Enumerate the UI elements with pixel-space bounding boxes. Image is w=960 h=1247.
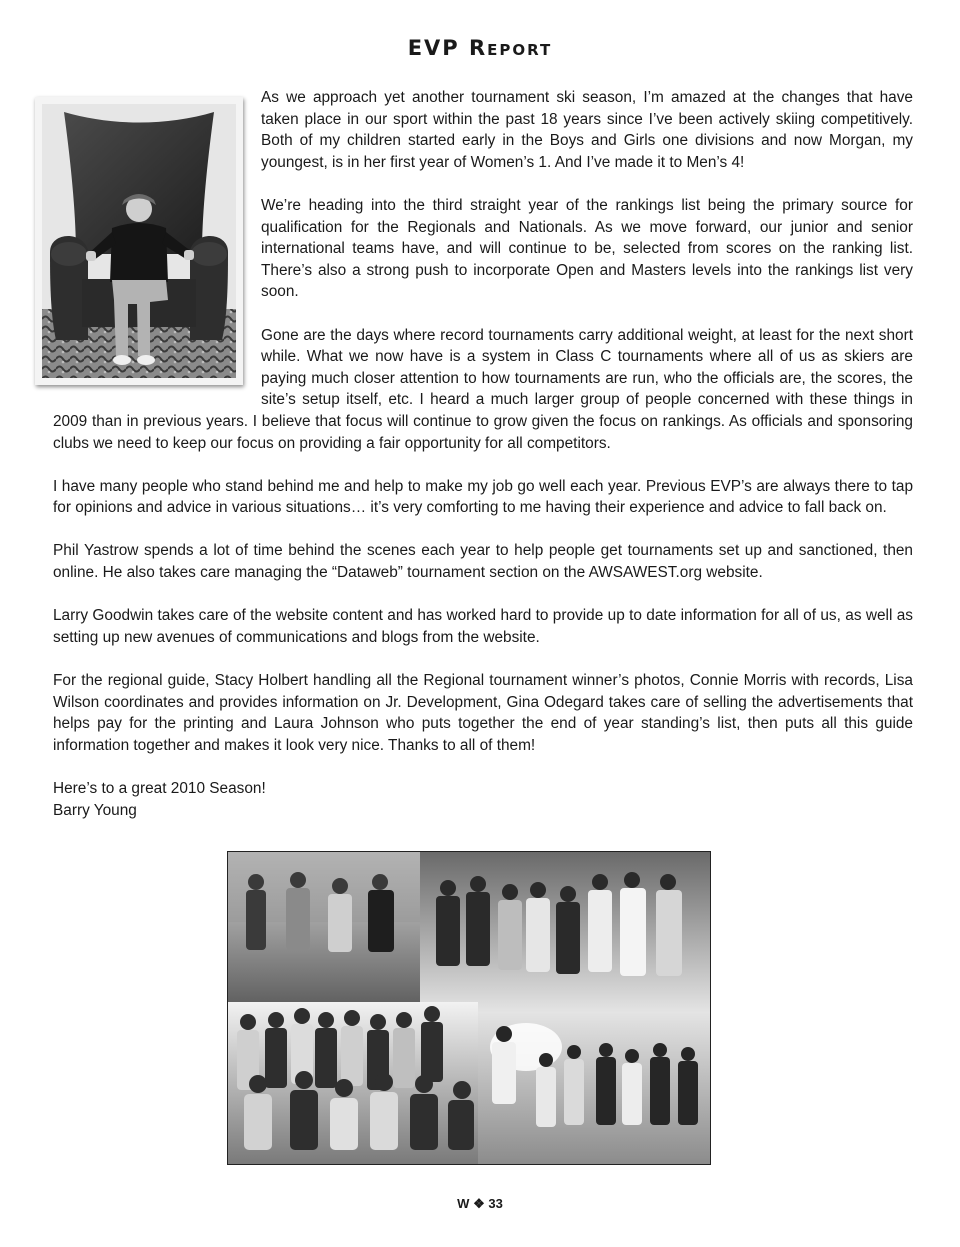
page-number — [0, 1196, 960, 1212]
signature: Barry Young — [53, 801, 137, 819]
paragraph-support: I have many people who stand behind me and help to make my job go well each year. Previous EVP’s are always there to tap for opinions and advice in various situations… it’s very comforting to me having their experience and advice to fall back on. — [53, 477, 913, 517]
closing-line: Here’s to a great 2010 Season! — [53, 780, 266, 797]
paragraph-record-tournaments: Gone are the days where record tournaments carry additional weight, at least for the next short while. What we now have is a system in Class C tournaments where all of us as skiers are paying much closer attention to how tournaments are run, who the officials are, the scores, the site’s setup itself, etc. I heard a much larger group of people concerned with these things in 2009 than in previous years. I believe that focus will continue to grow given the focus on rankings. As officials and sponsoring clubs we need to keep our focus on providing a fair opportunity for all competitors. — [53, 326, 913, 452]
portrait-photo-image — [42, 104, 236, 378]
page-number-value: 33 — [488, 1196, 503, 1211]
paragraph-regional-guide: For the regional guide, Stacy Holbert handling all the Regional tournament winner’s photos, Connie Morris with records, Lisa Wilson coordinates and provides information on Jr. Development, Gina Odegard takes care of selling the advertisements that helps pay for the printing and Laura Johnson who puts together the end of year standing’s list, then puts all this guide information together and makes it look very nice. Thanks to all of them! — [53, 672, 913, 754]
portrait-photo — [35, 97, 243, 385]
signoff — [53, 778, 913, 821]
footer-prefix: W — [457, 1196, 470, 1211]
paragraph-larry-goodwin: Larry Goodwin takes care of the website content and has worked hard to provide up to date information for all of us, as well as setting up new avenues of communications and blogs from the website. — [53, 607, 913, 646]
group-photo-collage — [227, 851, 711, 1165]
group-photo-collage-image — [228, 852, 710, 1164]
paragraph-phil-yastrow: Phil Yastrow spends a lot of time behind the scenes each year to help people get tournaments set up and sanctioned, then online. He also takes care managing the “Dataweb” tournament section on the AWSAWEST.org website. — [53, 542, 913, 582]
paragraph-rankings: We’re heading into the third straight year of the rankings list being the primary source for qualification for the Regionals and Nationals. As we move forward, our junior and senior international teams have, and will continue to be, selected from scores on the ranking list. There’s also a strong push to incorporate Open and Masters levels into the rankings list very soon. — [261, 196, 913, 301]
diamond-ornament-icon: ❖ — [473, 1196, 485, 1211]
paragraph-intro: As we approach yet another tournament ski season, I’m amazed at the changes that have taken place in our sport within the past 18 years since I’ve been actively skiing competitively. Both of my children started early in the Boys and Girls one divisions and now Morgan, my youngest, is in her first year of Women’s 1. And I’ve made it to Men’s 4! — [261, 89, 913, 171]
page-title: EVP Report — [407, 36, 553, 60]
article-body — [53, 87, 913, 821]
